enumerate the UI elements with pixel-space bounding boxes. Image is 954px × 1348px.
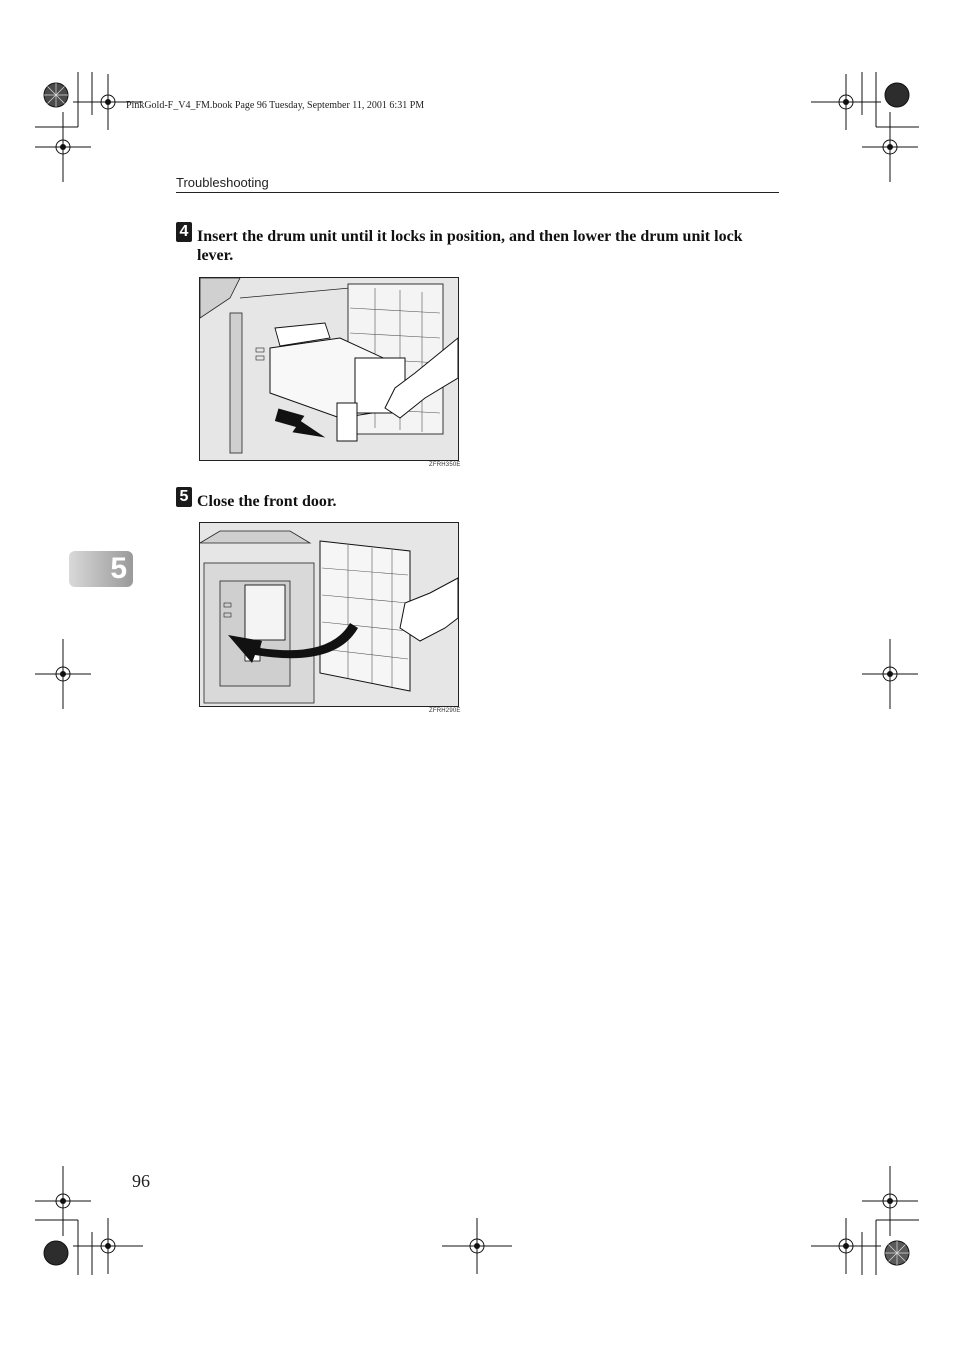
figure-code: ZFRH290E	[429, 708, 461, 714]
step-instruction: Close the front door.	[197, 493, 337, 510]
chapter-tab	[69, 551, 133, 587]
chapter-number: 5	[110, 552, 127, 585]
header-rule	[176, 192, 779, 193]
section-header: Troubleshooting	[176, 175, 269, 190]
figure-code: ZFRH350E	[429, 462, 461, 468]
page-number: 96	[132, 1171, 150, 1191]
step-number-badge: 5	[176, 487, 192, 507]
step-number-badge: 4	[176, 222, 192, 242]
drum-unit-insertion-illustration	[199, 277, 459, 461]
book-info-line: PinkGold-F_V4_FM.book Page 96 Tuesday, September 11, 2001 6:31 PM	[126, 100, 425, 111]
close-front-door-illustration	[199, 522, 459, 707]
step-instruction: Insert the drum unit until it locks in position, and then lower the drum unit lock lever.	[197, 228, 743, 264]
